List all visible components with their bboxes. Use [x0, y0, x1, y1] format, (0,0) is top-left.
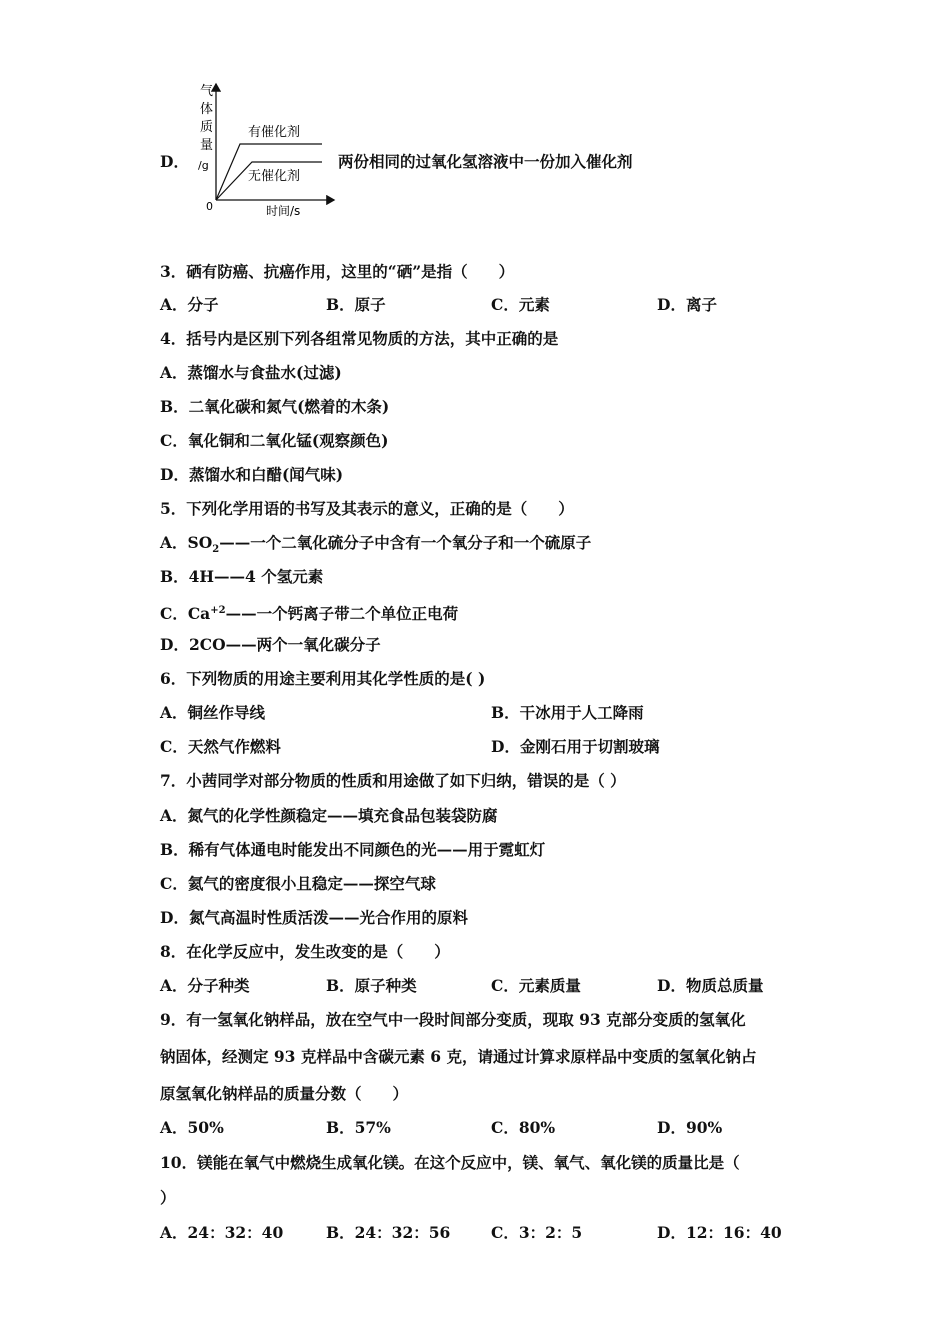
q6-option-c: C．天然气作燃料: [160, 737, 281, 756]
q7-stem: 7．小茜同学对部分物质的性质和用途做了如下归纳，错误的是（ ）: [160, 771, 626, 790]
q8-option-c: C．元素质量: [491, 976, 581, 995]
q8-option-d: D．物质总质量: [657, 976, 764, 995]
q4-stem: 4．括号内是区别下列各组常见物质的方法，其中正确的是: [160, 329, 559, 348]
q8-option-a: A．分子种类: [160, 976, 250, 995]
q5-option-d: D．2CO——两个一氧化碳分子: [160, 635, 381, 654]
y-label-char-2: 体: [200, 102, 214, 117]
q5-option-c: C．$Ca^{+2}——$一个钙离子带二个单位正电荷: [160, 604, 459, 624]
q10-option-d: D．12：16：40: [657, 1223, 782, 1242]
q5-stem: 5．下列化学用语的书写及其表示的意义，正确的是（ ）: [160, 499, 574, 518]
q3-option-b: B．原子: [326, 295, 386, 314]
q8-stem: 8．在化学反应中，发生改变的是（ ）: [160, 942, 450, 961]
q4-option-c: C．氧化铜和二氧化锰(观察颜色): [160, 431, 389, 450]
q7-option-a: A．氮气的化学性颜稳定——填充食品包装袋防腐: [160, 806, 498, 825]
q5-option-a: A．$SO_2——$一个二氧化硫分子中含有一个氧分子和一个硫原子: [160, 533, 592, 556]
y-label-char-1: 气: [200, 84, 214, 99]
q2-option-d-text: 两份相同的过氧化氢溶液中一份加入催化剂: [338, 152, 633, 171]
q10-option-c: C．3：2：5: [491, 1223, 583, 1242]
q6-stem: 6．下列物质的用途主要利用其化学性质的是( ): [160, 669, 486, 688]
no-catalyst-label: 无催化剂: [248, 169, 301, 184]
q4-option-b: B．二氧化碳和氮气(燃着的木条): [160, 397, 390, 416]
x-axis-label: 时间/s: [266, 204, 301, 218]
q9-option-a: A．50%: [160, 1118, 224, 1137]
q4-option-d: D．蒸馏水和白醋(闻气味): [160, 465, 344, 484]
q10-option-b: B．24：32：56: [326, 1223, 451, 1242]
q9-option-d: D．90%: [657, 1118, 723, 1137]
q3-option-c: C．元素: [491, 295, 550, 314]
gas-mass-graph: [182, 78, 342, 218]
catalyst-label: 有催化剂: [248, 125, 301, 140]
y-label-char-4: 量: [200, 138, 214, 153]
q9-option-c: C．80%: [491, 1118, 556, 1137]
y-label-char-3: 质: [200, 120, 214, 135]
q3-stem: 3．硒有防癌、抗癌作用，这里的“硒”是指（ ）: [160, 262, 515, 281]
q9-stem-line-2: 钠固体，经测定 93 克样品中含碳元素 6 克，请通过计算求原样品中变质的氢氧化钠占: [160, 1047, 757, 1066]
q9-stem-line-1: 9．有一氢氧化钠样品，放在空气中一段时间部分变质，现取 93 克部分变质的氢氧化: [160, 1010, 746, 1029]
q9-option-b: B．57%: [326, 1118, 391, 1137]
q10-option-a: A．24：32：40: [160, 1223, 284, 1242]
q3-option-a: A．分子: [160, 295, 219, 314]
q10-stem-line-2: ）: [160, 1188, 176, 1207]
q9-stem-line-3: 原氢氧化钠样品的质量分数（ ）: [160, 1084, 409, 1103]
q7-option-b: B．稀有气体通电时能发出不同颜色的光——用于霓虹灯: [160, 840, 546, 859]
q4-option-a: A．蒸馏水与食盐水(过滤): [160, 363, 342, 382]
q3-option-d: D．离子: [657, 295, 717, 314]
q6-option-b: B．干冰用于人工降雨: [491, 703, 644, 722]
origin-label: 0: [206, 200, 213, 213]
q6-option-d: D．金刚石用于切割玻璃: [491, 737, 660, 756]
q5-option-b: B．4H——4 个氢元素: [160, 567, 324, 586]
q2-option-d-label: D．: [160, 152, 189, 171]
q7-option-c: C．氦气的密度很小且稳定——探空气球: [160, 874, 436, 893]
q6-option-a: A．铜丝作导线: [160, 703, 266, 722]
q10-stem-line-1: 10．镁能在氧气中燃烧生成氧化镁。在这个反应中，镁、氧气、氧化镁的质量比是（: [160, 1153, 740, 1172]
q8-option-b: B．原子种类: [326, 976, 417, 995]
q7-option-d: D．氮气高温时性质活泼——光合作用的原料: [160, 908, 468, 927]
y-label-unit: /g: [198, 159, 209, 172]
